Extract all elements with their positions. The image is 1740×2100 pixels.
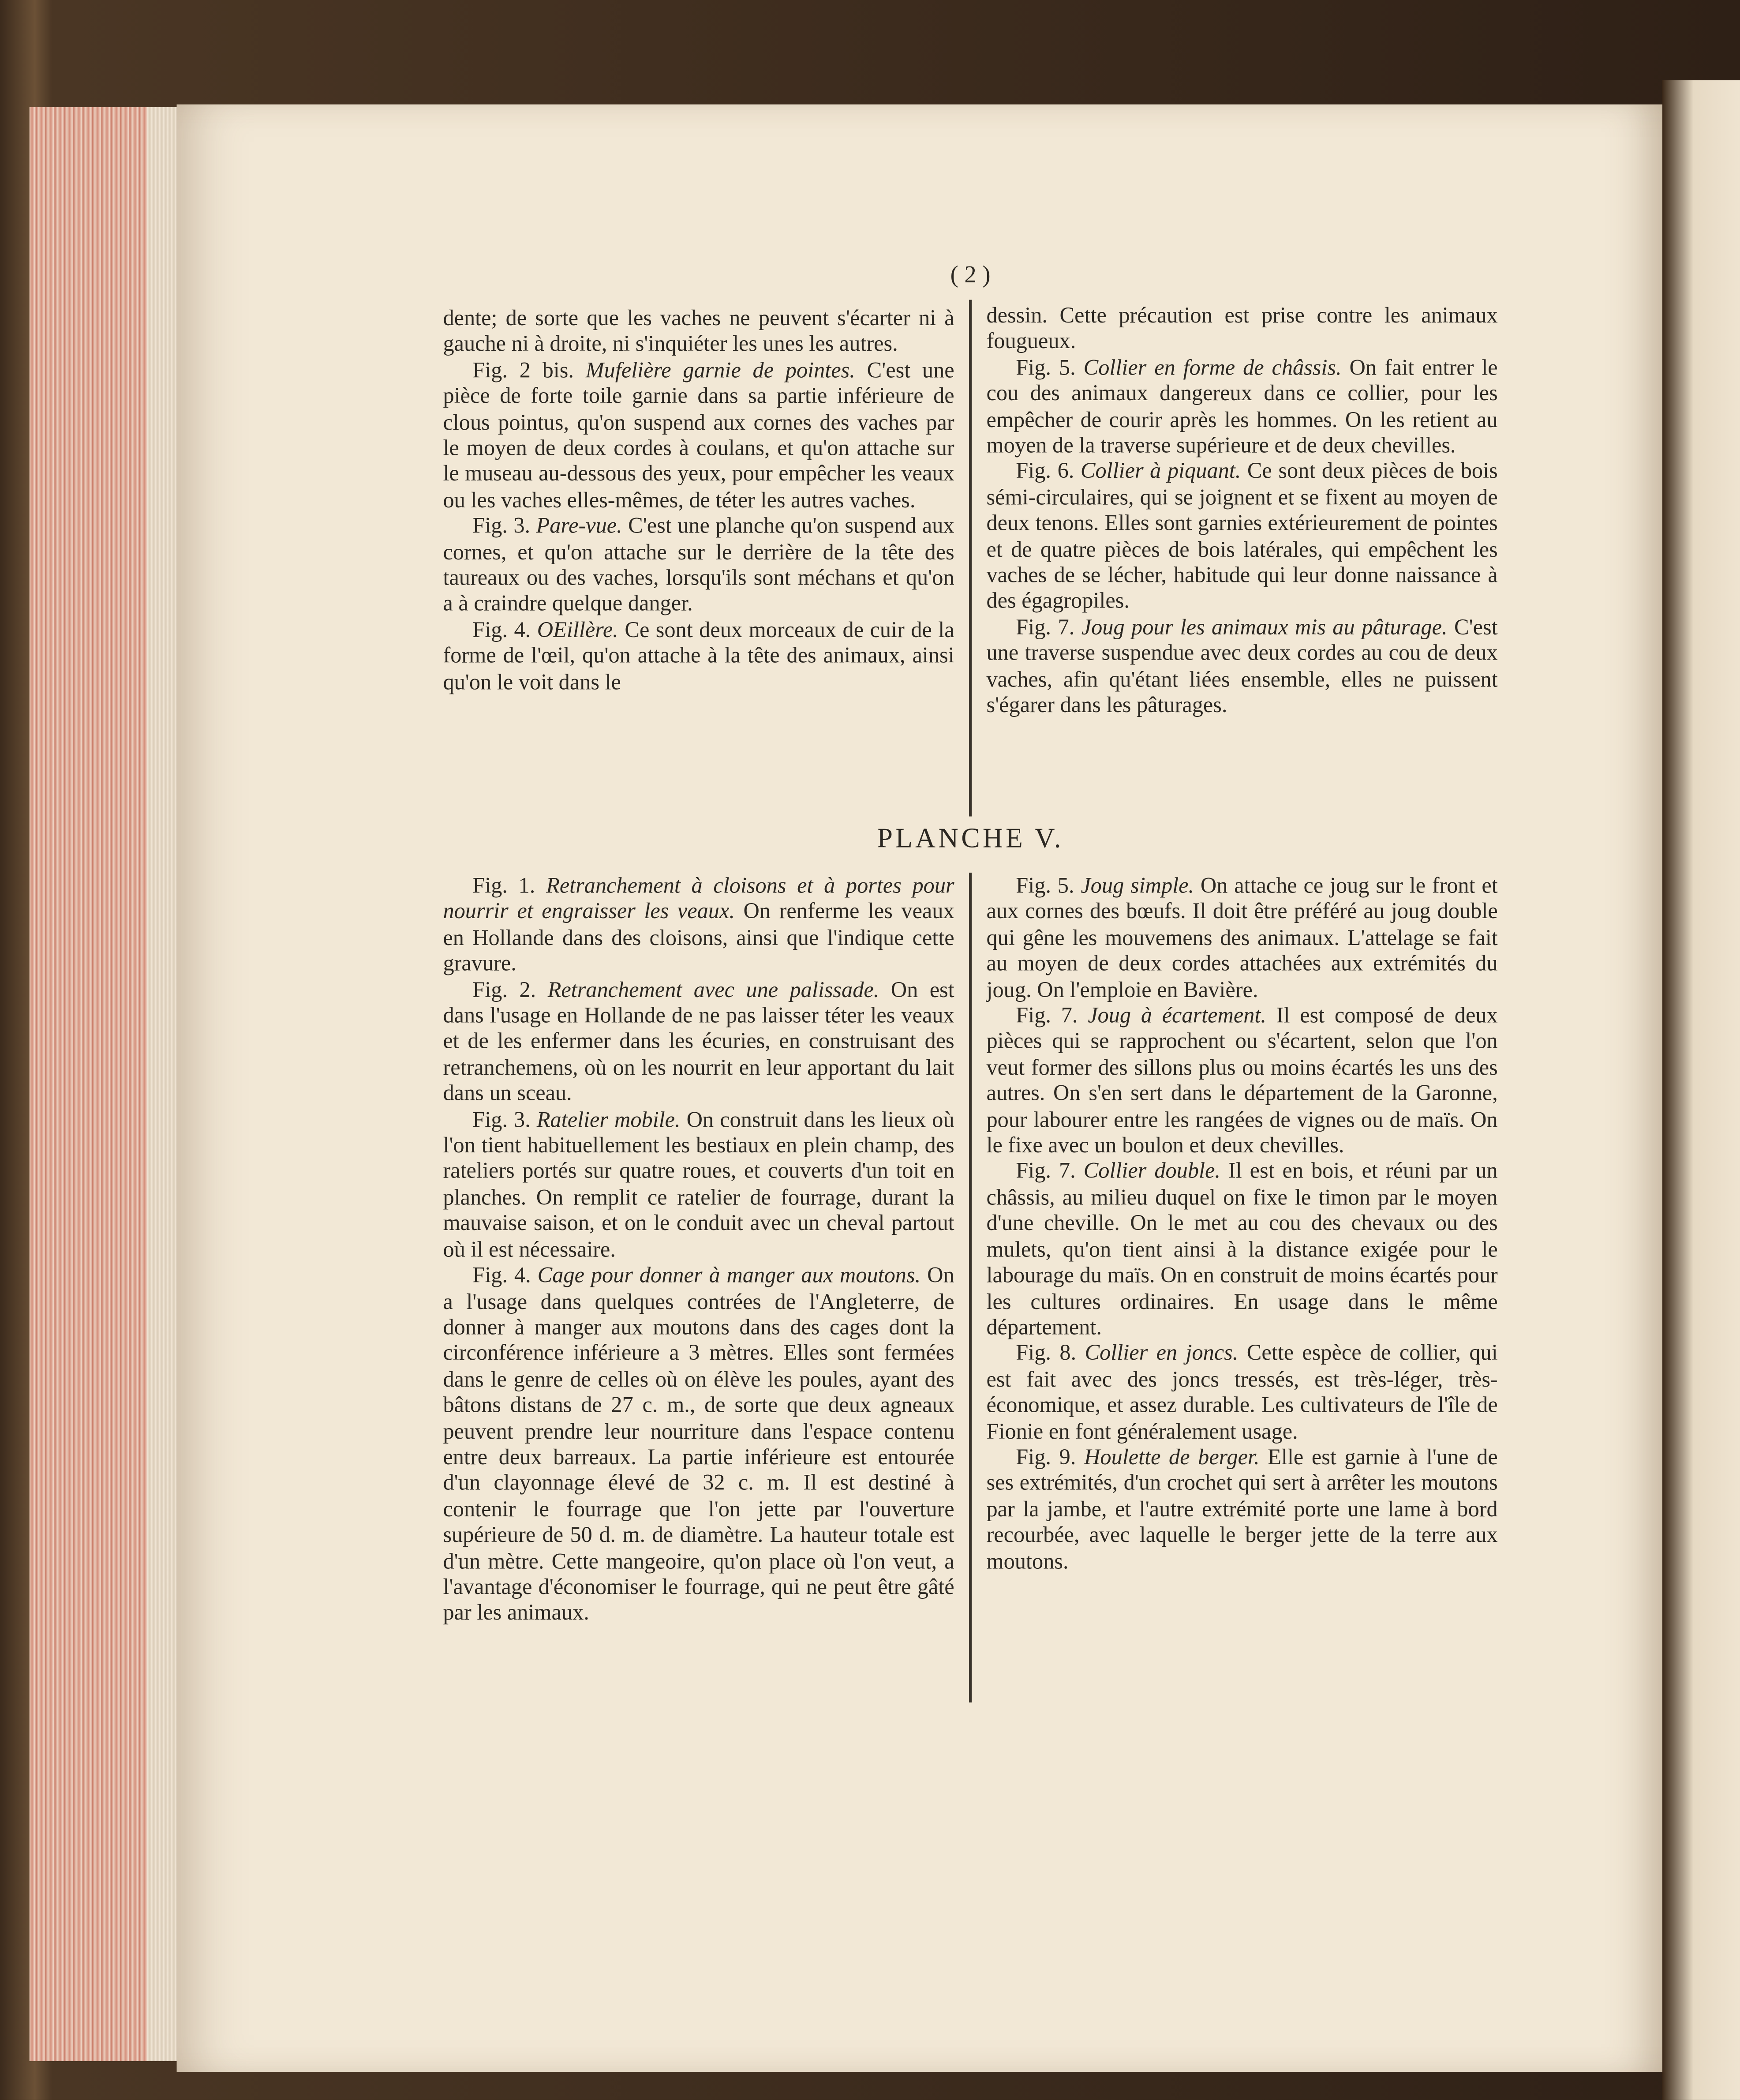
bottom-left-column <box>443 873 954 1626</box>
figure-title: Houlette de berger. <box>1084 1444 1260 1470</box>
paragraph <box>987 1444 1498 1574</box>
figure-title: Cage pour donner à manger aux moutons. <box>537 1262 921 1288</box>
figure-title: Joug simple. <box>1081 872 1194 898</box>
figure-title: Retranchement avec une palissade. <box>547 976 879 1002</box>
figure-title: Retranchement à cloisons et à portes pour nourrir et engraisser les veaux. <box>443 872 954 924</box>
figure-title: Pare-vue. <box>536 513 622 539</box>
paragraph <box>443 873 954 976</box>
paragraph-text: C'est une planche qu'on suspend aux cornes, et qu'on attache sur le derrière de la tête des taureaux ou des vaches, lorsqu'ils sont méchans et qu'on a à craindre quelque danger. <box>443 513 954 616</box>
paragraph <box>987 1159 1498 1340</box>
paragraph-text: Elle est garnie à l'une de ses extrémités, d'un crochet qui sert à arrêter les moutons par la jambe, et l'autre extrémité porte une lame à bord recourbée, avec laquelle le berger jette de la terre aux moutons. <box>986 1444 1498 1574</box>
paragraph-text: Cette espèce de collier, qui est fait avec des joncs tressés, est très-léger, très-économique, et assez durable. Les cultivateurs de l'île de Fionie en font généralement usage. <box>986 1340 1498 1444</box>
paragraph <box>443 617 954 695</box>
figure-label: Fig. 7. <box>1016 1002 1078 1028</box>
figure-label: Fig. 3. <box>472 513 531 539</box>
figure-title: Collier en forme de châssis. <box>1083 354 1342 380</box>
figure-title: OEillère. <box>537 617 618 642</box>
paragraph-text: On renferme les veaux en Hollande dans des cloisons, ainsi que l'indique cette gravure. <box>443 898 954 976</box>
figure-label: Fig. 6. <box>1016 458 1074 484</box>
figure-label: Fig. 9. <box>1016 1444 1076 1470</box>
paragraph-text: On construit dans les lieux où l'on tient habituellement les bestiaux en plein champ, des rateliers portés sur quatre roues, et couverts d'un toit en planches. On remplit ce ratelier de fourrage, durant la mauvaise saison, et on le conduit avec un cheval partout où il est nécessaire. <box>443 1106 954 1262</box>
paragraph <box>987 1002 1498 1158</box>
paragraph <box>443 305 954 357</box>
paragraph <box>987 873 1498 1002</box>
next-page-edge <box>1662 80 1740 2100</box>
figure-label: Fig. 4. <box>472 617 531 642</box>
figure-title: Collier à piquant. <box>1080 458 1241 484</box>
paragraph-text: C'est une traverse suspendue avec deux cordes au cou de deux vaches, afin qu'étant liées ensemble, elles ne puissent s'égarer dans les pâturages. <box>986 614 1498 718</box>
column-rule-top <box>969 300 971 817</box>
paragraph-text: Il est composé de deux pièces qui se rapprochent ou s'écartent, selon que l'on veut former des sillons plus ou moins écartés les uns des autres. On s'en sert dans le département de la Garonne, pour labourer entre les rangées de vignes ou de maïs. On le fixe avec un boulon et deux chevilles. <box>986 1002 1498 1158</box>
figure-title: Ratelier mobile. <box>536 1106 681 1132</box>
paragraph <box>987 354 1498 458</box>
figure-label: Fig. 1. <box>472 872 535 898</box>
paragraph <box>443 1106 954 1262</box>
figure-label: Fig. 8. <box>1016 1340 1077 1366</box>
paragraph <box>987 614 1498 718</box>
paragraph-text: Il est en bois, et réuni par un châssis, au milieu duquel on fixe le timon par le moyen d'une cheville. On le met au cou des chevaux ou des mulets, qu'on tient ainsi à la distance exigée pour le labourage du maïs. On en construit de moins écartés pour les cultures ordinaires. En usage dans le même département. <box>986 1158 1498 1340</box>
paragraph <box>987 1340 1498 1444</box>
paragraph-text: Ce sont deux pièces de bois sémi-circulaires, qui se joignent et se fixent au moyen de deux tenons. Elles sont garnies extérieurement de pointes et de quatre pièces de bois latérales, qui empêchent les vaches de se lécher, habitude qui leur donne naissance à des égagropiles. <box>986 458 1498 614</box>
figure-label: Fig. 7. <box>1016 1158 1076 1184</box>
paragraph-text: C'est une pièce de forte toile garnie dans sa partie inférieure de clous pointus, qu'on suspend aux cornes des vaches par le moyen de deux cordes à coulans, et qu'on attache sur le museau au-dessous des yeux, pour empêcher les veaux ou les vaches elles-mêmes, de téter les autres vaches. <box>443 357 954 513</box>
paragraph-text: On fait entrer le cou des animaux dangereux dans ce collier, pour les empêcher de courir après les hommes. On les retient au moyen de la traverse supérieure et de deux chevilles. <box>986 354 1498 458</box>
figure-label: Fig. 7. <box>1016 614 1075 640</box>
figure-title: Collier en joncs. <box>1085 1340 1239 1366</box>
paragraph <box>443 1262 954 1626</box>
paragraph-text: On a l'usage dans quelques contrées de l'Angleterre, de donner à manger aux moutons dans des cages dont la circonférence inférieure a 3 mètres. Elles sont fermées dans le genre de celles où on élève les poules, ayant des bâtons distans de 27 c. m., de sorte que deux agneaux peuvent prendre leur nourriture dans l'espace contenu entre deux barreaux. La partie inférieure est entourée d'un clayonnage élevé de 32 c. m. Il est destiné à contenir le fourrage que l'on jette par l'ouverture supérieure de 50 d. m. de diamètre. La hauteur totale est d'un mètre. Cette mangeoire, qu'on place où l'on veut, a l'avantage d'économiser le fourrage, qui ne peut être gâté par les animaux. <box>443 1262 954 1626</box>
top-left-column <box>443 305 954 695</box>
figure-label: Fig. 3. <box>472 1106 531 1132</box>
figure-title: Mufelière garnie de pointes. <box>585 357 855 383</box>
page-number: ( 2 ) <box>950 261 991 288</box>
figure-title: Collier double. <box>1083 1158 1220 1184</box>
top-right-column <box>987 303 1498 718</box>
paragraph-text: dente; de sorte que les vaches ne peuvent s'écarter ni à gauche ni à droite, ni s'inquiéter les unes les autres. <box>443 305 954 357</box>
paragraph <box>987 458 1498 614</box>
paragraph-text: On est dans l'usage en Hollande de ne pas laisser téter les veaux et de les enfermer dans les écuries, en construisant des retranchemens, où on les nourrit en leur apportant du lait dans un sceau. <box>443 976 954 1106</box>
figure-label: Fig. 5. <box>1016 354 1076 380</box>
paragraph-text: dessin. Cette précaution est prise contre les animaux fougueux. <box>986 302 1498 354</box>
paragraph-text: On attache ce joug sur le front et aux cornes des bœufs. Il doit être préféré au joug double qui gêne les mouvemens des animaux. L'attelage se fait au moyen de deux cordes attachées aux extrémités du joug. On l'emploie en Bavière. <box>986 872 1498 1002</box>
figure-label: Fig. 2 bis. <box>472 357 574 383</box>
paragraph-text: Ce sont deux morceaux de cuir de la forme de l'œil, qu'on attache à la tête des animaux, ainsi qu'on le voit dans le <box>443 617 954 694</box>
paragraph <box>443 513 954 617</box>
page-edges-inner <box>147 107 177 2061</box>
paragraph <box>443 357 954 513</box>
paragraph <box>987 303 1498 355</box>
figure-label: Fig. 5. <box>1016 872 1074 898</box>
paragraph <box>443 976 954 1106</box>
bottom-right-column <box>987 873 1498 1574</box>
section-title: PLANCHE V. <box>877 821 1064 854</box>
figure-title: Joug pour les animaux mis au pâturage. <box>1081 614 1448 640</box>
figure-title: Joug à écartement. <box>1088 1002 1267 1028</box>
column-rule-bottom <box>969 873 971 1702</box>
figure-label: Fig. 2. <box>472 976 536 1002</box>
figure-label: Fig. 4. <box>472 1262 531 1288</box>
